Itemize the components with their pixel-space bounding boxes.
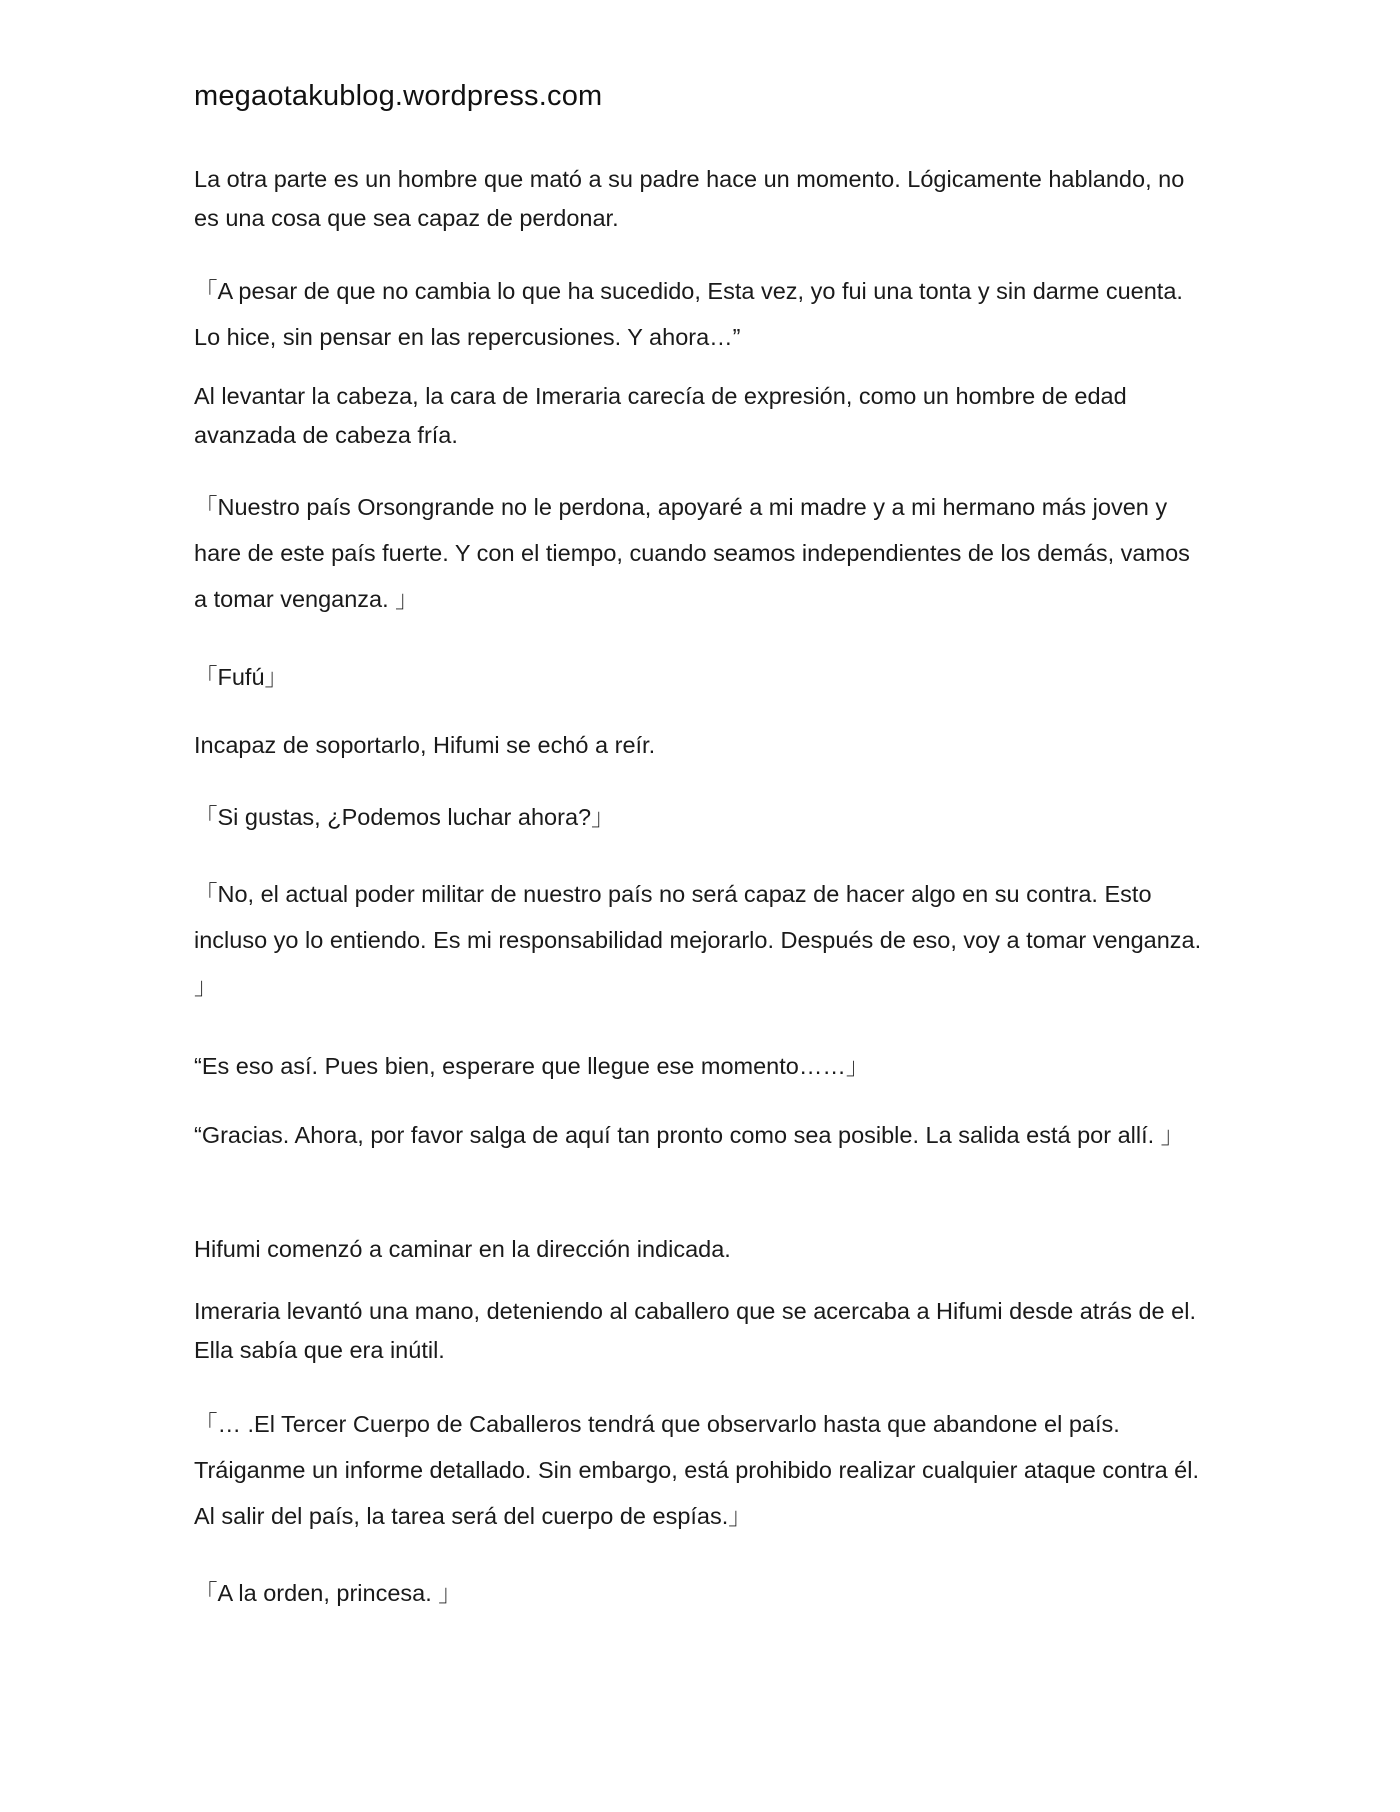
paragraph-14: 「A la orden, princesa. 」	[194, 1580, 462, 1606]
paragraph-2: 「A pesar de que no cambia lo que ha sucedido, Esta vez, yo fui una tonta y sin darme cuenta. Lo hice, sin pensar en las repercusiones. Y ahora…”	[194, 278, 1183, 350]
page-header: megaotakublog.wordpress.com	[194, 80, 603, 112]
paragraph-1: La otra parte es un hombre que mató a su padre hace un momento. Lógicamente hablando, no es una cosa que sea capaz de perdonar.	[194, 166, 1185, 231]
paragraph-12: Imeraria levantó una mano, deteniendo al caballero que se acercaba a Hifumi desde atrás de el. Ella sabía que era inútil.	[194, 1298, 1196, 1363]
paragraph-5: 「Fufú」	[194, 664, 289, 690]
paragraph-11: Hifumi comenzó a caminar en la dirección indicada.	[194, 1236, 731, 1262]
paragraph-4: 「Nuestro país Orsongrande no le perdona, apoyaré a mi madre y a mi hermano más joven y hare de este país fuerte. Y con el tiempo, cuando seamos independientes de los demás, vamos a tomar venganza. 」	[194, 494, 1190, 612]
paragraph-7: 「Si gustas, ¿Podemos luchar ahora?」	[194, 804, 615, 830]
paragraph-3: Al levantar la cabeza, la cara de Imeraria carecía de expresión, como un hombre de edad avanzada de cabeza fría.	[194, 383, 1127, 448]
paragraph-13: 「… .El Tercer Cuerpo de Caballeros tendrá que observarlo hasta que abandone el país. Tráiganme un informe detallado. Sin embargo, está prohibido realizar cualquier ataque contra él. Al salir del país, la tarea será del cuerpo de espías.」	[194, 1411, 1199, 1529]
paragraph-8: 「No, el actual poder militar de nuestro país no será capaz de hacer algo en su contra. Esto incluso yo lo entiendo. Es mi responsabilidad mejorarlo. Después de eso, voy a tomar venganza. 」	[194, 881, 1202, 999]
paragraph-10: “Gracias. Ahora, por favor salga de aquí tan pronto como sea posible. La salida está por allí. 」	[194, 1122, 1185, 1148]
paragraph-6: Incapaz de soportarlo, Hifumi se echó a reír.	[194, 732, 656, 758]
paragraph-9: “Es eso así. Pues bien, esperare que llegue ese momento……」	[194, 1053, 870, 1079]
